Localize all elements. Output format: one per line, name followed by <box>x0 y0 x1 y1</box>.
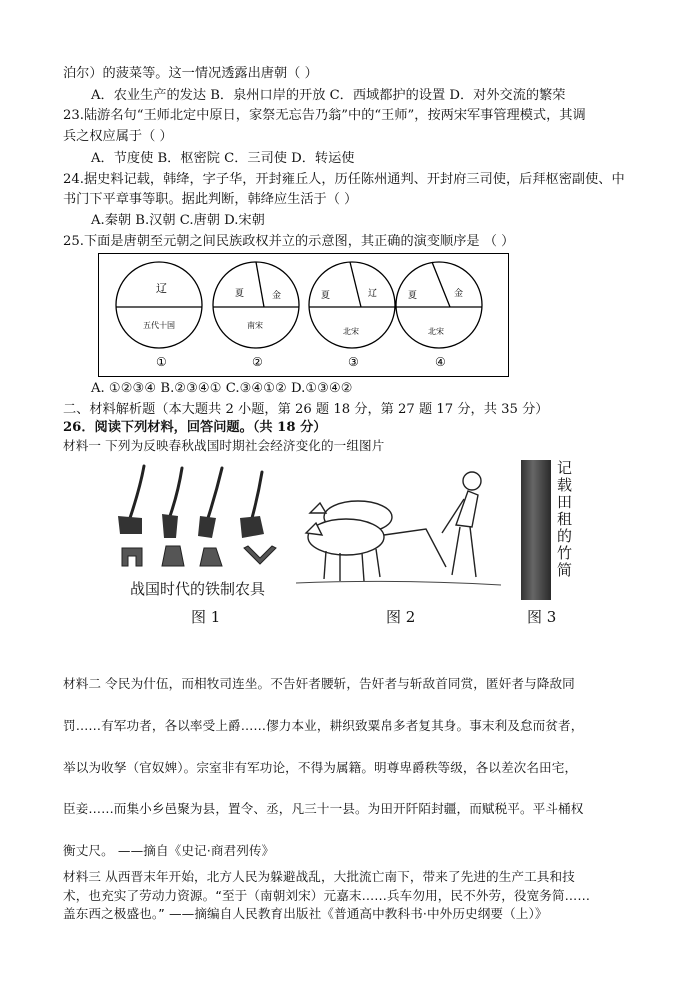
material-2-line-2: 罚……有军功者，各以率受上爵……僇力本业，耕织致粟帛多者复其身。事末利及怠而贫者， <box>63 718 584 733</box>
c2-num: ② <box>252 355 263 369</box>
material-3-line-3: 盖东西之极盛也。” ——摘编自人民教育出版社《普通高中教科书·中外历史纲要（上）》 <box>63 906 548 921</box>
material-2-line-3: 举以为收孥（官奴婢）。宗室非有军功论，不得为属籍。明尊卑爵秩等级，各以差次名田宅， <box>63 760 578 775</box>
material-3-line-1: 材料三 从西晋末年开始，北方人民为躲避战乱，大批流亡南下，带来了先进的生产工具和技 <box>63 869 575 884</box>
c2-right: 金 <box>272 291 282 301</box>
q24-stem-cont: 书门下平章事等职。据此判断，韩绛应生活于（ ） <box>63 192 358 207</box>
q26-stem: 26．阅读下列材料，回答问题。（共 18 分） <box>63 420 327 435</box>
regime-circles <box>99 254 510 378</box>
c3-num: ③ <box>348 355 359 369</box>
bamboo-slip-image <box>521 460 551 600</box>
c3-bottom: 北宋 <box>343 327 359 336</box>
q25-stem: 25.下面是唐朝至元朝之间民族政权并立的示意图，其正确的演变顺序是 （ ） <box>63 234 515 249</box>
c4-right: 金 <box>454 289 464 299</box>
c4-bottom: 北宋 <box>428 327 444 336</box>
iron-tools-figure <box>112 458 292 603</box>
q23-stem-cont: 兵之权应属于（ ） <box>63 129 173 144</box>
regime-diagram <box>98 253 509 377</box>
c3-right: 辽 <box>368 289 378 299</box>
c4-left: 夏 <box>408 291 418 301</box>
c1-top: 辽 <box>156 282 167 295</box>
c1-bottom: 五代十国 <box>143 321 175 330</box>
q24-options: A.秦朝 B.汉朝 C.唐朝 D.宋朝 <box>91 213 265 228</box>
q23-options: A．节度使 B．枢密院 C．三司使 D．转运使 <box>91 151 355 166</box>
c1-num: ① <box>156 355 167 369</box>
material-2-source: 衡丈尺。 ——摘自《史记·商君列传》 <box>63 843 275 858</box>
section-2-heading: 二、材料解析题（本大题共 2 小题，第 26 题 18 分，第 27 题 17 分，共 35 分） <box>63 402 549 417</box>
material-3-line-2: 术，也充实了劳动力资源。“至于（南朝刘宋）元嘉末……兵车勿用，民不外劳，役宽务简…… <box>63 888 591 903</box>
tools-caption: 战国时代的铁制农具 <box>130 580 266 598</box>
material-2-line-1: 材料二 令民为什伍，而相牧司连坐。不告奸者腰斩，告奸者与斩敌首同赏，匿奸者与降敌同 <box>63 676 575 691</box>
q23-stem: 23.陆游名句“王师北定中原日，家祭无忘告乃翁”中的“王师”，按两宋军事管理模式，其调 <box>63 108 586 123</box>
c2-left: 夏 <box>235 289 245 299</box>
material-1-heading: 材料一 下列为反映春秋战国时期社会经济变化的一组图片 <box>63 438 385 453</box>
fig2-label: 图 2 <box>386 608 416 626</box>
q25-options: A. ①②③④ B.②③④① C.③④①② D.①③④② <box>91 381 353 396</box>
ox-plough-figure <box>296 455 511 605</box>
c3-left: 夏 <box>321 291 331 301</box>
bamboo-slip-figure <box>521 460 583 600</box>
fig1-label: 图 1 <box>191 608 221 626</box>
c4-num: ④ <box>435 355 446 369</box>
line-continuation: 泊尔）的菠菜等。这一情况透露出唐朝（ ） <box>63 66 318 81</box>
q24-stem: 24.据史料记载，韩绛，字子华，开封雍丘人，历任陈州通判、开封府三司使，后拜枢密副使、中 <box>63 172 625 187</box>
q22-options: A．农业生产的发达 B．泉州口岸的开放 C．西域都护的设置 D．对外交流的繁荣 <box>91 88 566 103</box>
bamboo-caption: 记载田租的竹简 <box>557 459 573 579</box>
iron-tools-image <box>112 458 292 603</box>
material-2-line-4: 臣妾……而集小乡邑聚为县，置令、丞，凡三十一县。为田开阡陌封疆，而赋税平。平斗桶权 <box>63 801 584 816</box>
c2-bottom: 南宋 <box>247 321 263 330</box>
ox-plough-image <box>296 455 511 605</box>
fig3-label: 图 3 <box>527 608 557 626</box>
